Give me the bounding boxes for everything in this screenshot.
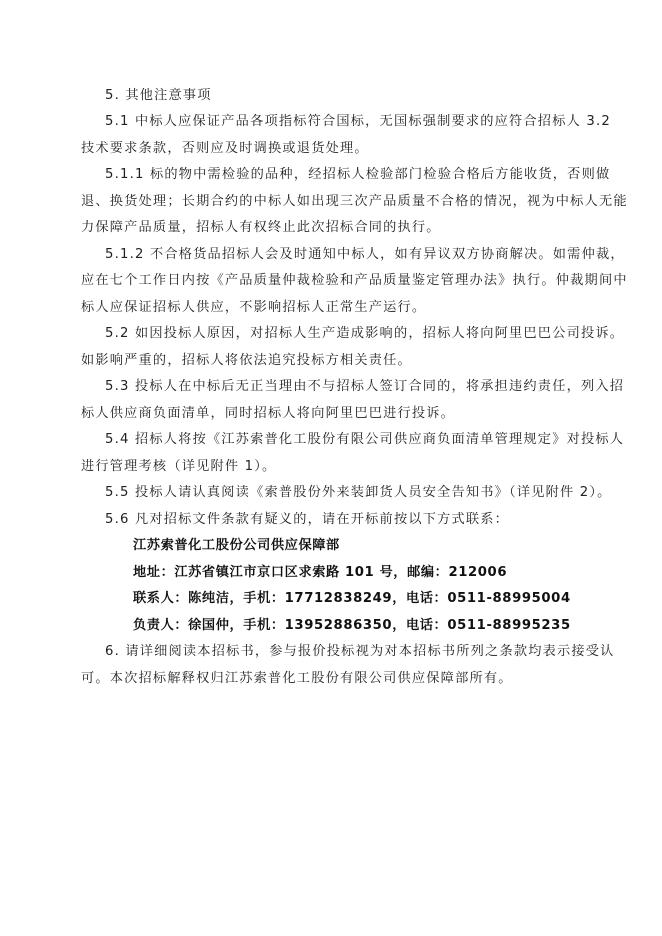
- contact-address: 地址：江苏省镇江市京口区求索路 101 号，邮编：212006: [133, 565, 508, 580]
- clause-5-3-line-1: 5.3 投标人在中标后无正当理由不与招标人签订合同的，将承担违约责任，列入招: [105, 379, 625, 394]
- clause-5-6-line-1: 5.6 凡对招标文件条款有疑义的，请在开标前按以下方式联系：: [105, 512, 510, 527]
- contact-person: 联系人：陈纯洁，手机：17712838249，电话：0511-88995004: [133, 591, 571, 606]
- clause-5-1-line-1: 5.1 中标人应保证产品各项指标符合国标，无国标强制要求的应符合招标人 3.2: [105, 114, 611, 129]
- clause-5-3-line-2: 标人供应商负面清单，同时招标人将向阿里巴巴进行投诉。: [81, 406, 456, 421]
- clause-5-1-2-line-1: 5.1.2 不合格货品招标人会及时通知中标人，如有异议双方协商解决。如需仲裁，: [105, 247, 625, 262]
- clause-5-5-line-1: 5.5 投标人请认真阅读《索普股份外来装卸货人员安全告知书》（详见附件 2）。: [105, 485, 612, 500]
- contact-department: 江苏索普化工股份公司供应保障部: [133, 538, 340, 553]
- clause-5-4-line-2: 进行管理考核（详见附件 1）。: [81, 459, 277, 474]
- clause-5-1-2-line-2: 应在七个工作日内按《产品质量仲裁检验和产品质量鉴定管理办法》执行。仲裁期间中: [81, 273, 628, 288]
- closing-line-1: 6. 请详细阅读本招标书，参与报价投标视为对本招标书所列之条款均表示接受认: [105, 644, 615, 659]
- clause-5-4-line-1: 5.4 招标人将按《江苏索普化工股份有限公司供应商负面清单管理规定》对投标人: [105, 432, 625, 447]
- section-heading: 5. 其他注意事项: [105, 88, 212, 103]
- clause-5-2-line-1: 5.2 如因投标人原因，对招标人生产造成影响的，招标人将向阿里巴巴公司投诉。: [105, 326, 625, 341]
- clause-5-1-1-line-2: 退、换货处理；长期合约的中标人如出现三次产品质量不合格的情况，视为中标人无能: [81, 194, 628, 209]
- clause-5-1-1-line-1: 5.1.1 标的物中需检验的品种，经招标人检验部门检验合格后方能收货，否则做: [105, 167, 611, 182]
- clause-5-2-line-2: 如影响严重的，招标人将依法追究投标方相关责任。: [81, 353, 412, 368]
- contact-responsible-person: 负责人：徐国仲，手机：13952886350，电话：0511-88995235: [133, 618, 571, 633]
- clause-5-1-line-2: 技术要求条款，否则应及时调换或退货处理。: [81, 141, 369, 156]
- closing-line-2: 可。本次招标解释权归江苏索普化工股份有限公司供应保障部所有。: [81, 671, 513, 686]
- clause-5-1-1-line-3: 力保障产品质量，招标人有权终止此次招标合同的执行。: [81, 220, 441, 235]
- clause-5-1-2-line-3: 标人应保证招标人供应，不影响招标人正常生产运行。: [81, 300, 427, 315]
